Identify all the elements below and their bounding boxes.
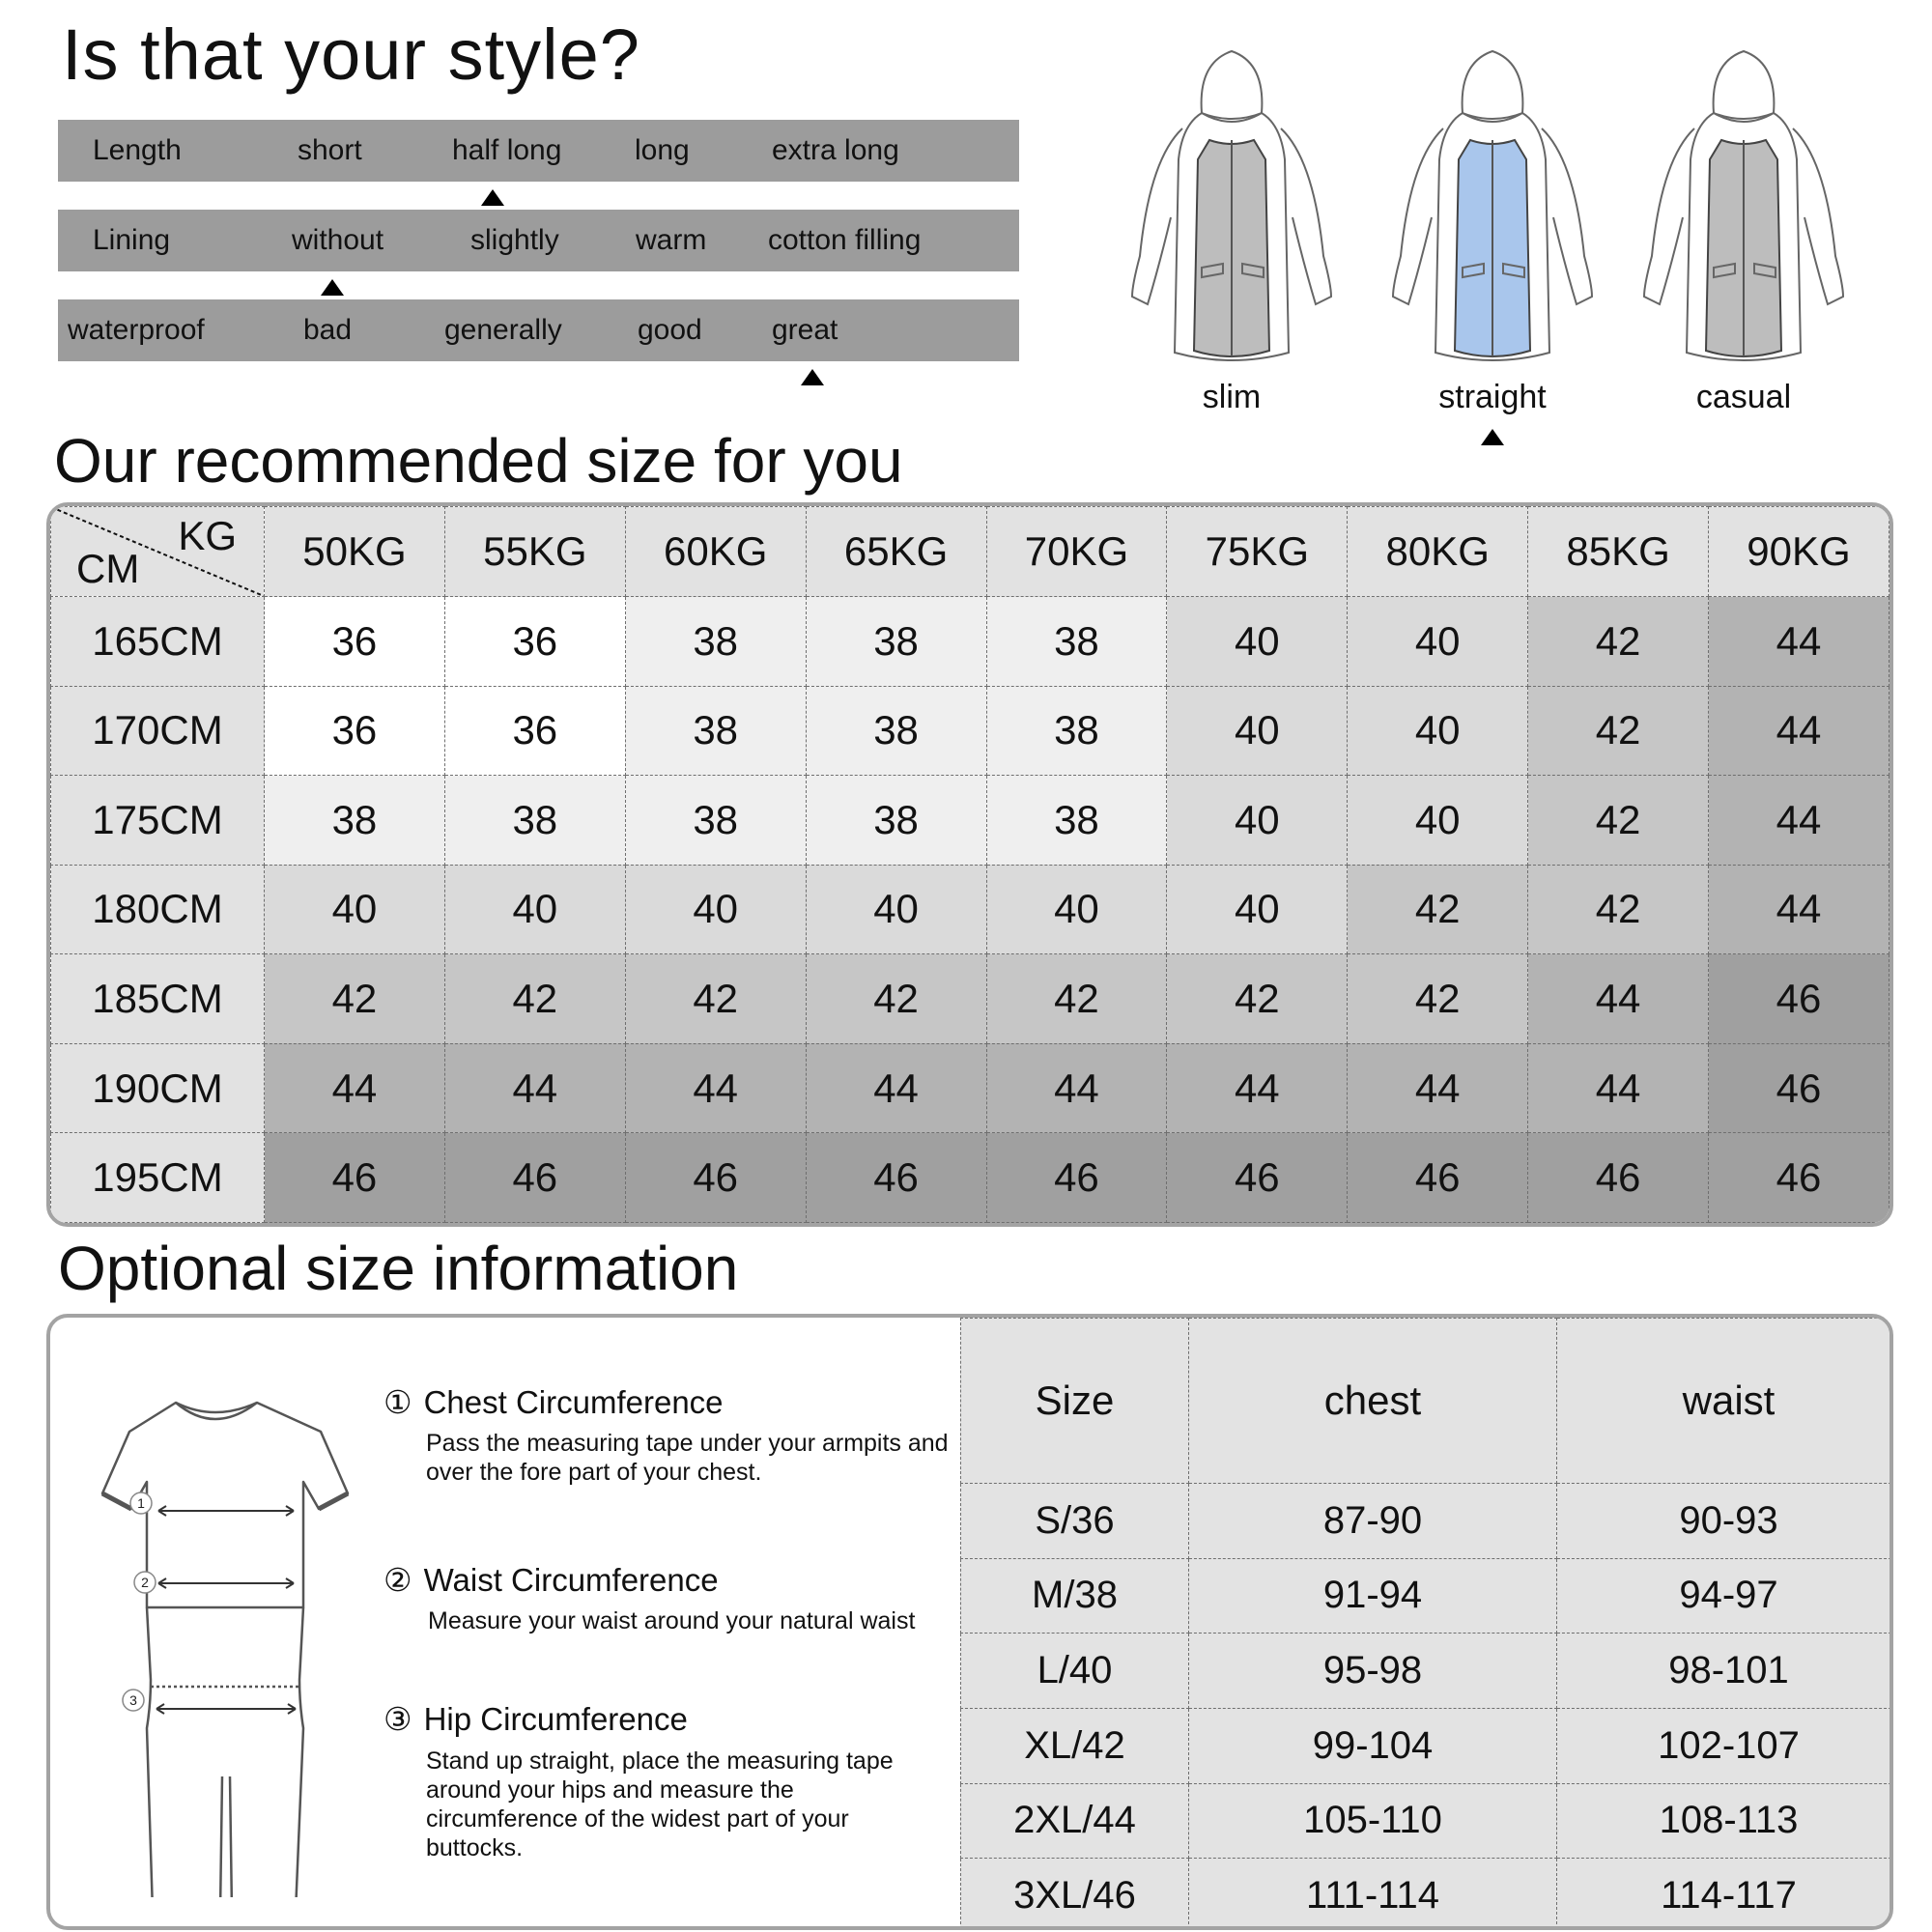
hip-title: [384, 1700, 688, 1738]
size-cell: 42: [1348, 865, 1528, 954]
weight-header: 55KG: [444, 507, 625, 597]
size-cell: 44: [625, 1043, 806, 1133]
size-cell: 44: [1348, 1043, 1528, 1133]
coat-straight: [1381, 43, 1604, 372]
size-table-cell: XL/42: [961, 1708, 1189, 1783]
weight-header: 90KG: [1709, 507, 1889, 597]
size-cell: 46: [1709, 1133, 1889, 1223]
weight-header: 85KG: [1528, 507, 1709, 597]
style-option: great: [772, 314, 838, 346]
weight-header: 50KG: [265, 507, 445, 597]
size-cell: 46: [1528, 1133, 1709, 1223]
size-cell: 46: [625, 1133, 806, 1223]
hip-description: Stand up straight, place the measuring tape around your hips and measure the circumference of the widest part of your buttocks.: [426, 1747, 894, 1861]
style-option: generally: [444, 314, 562, 346]
height-header: 165CM: [51, 597, 265, 687]
size-cell: 42: [265, 954, 445, 1044]
size-table-cell: M/38: [961, 1558, 1189, 1634]
size-table-cell: 98-101: [1557, 1634, 1894, 1709]
selected-indicator-icon: [801, 369, 824, 385]
size-cell: 36: [444, 597, 625, 687]
optional-heading: Optional size information: [58, 1234, 739, 1303]
size-table-cell: S/36: [961, 1484, 1189, 1559]
weight-header: 60KG: [625, 507, 806, 597]
style-option: good: [638, 314, 702, 346]
chest-description: Pass the measuring tape under your armpits and over the fore part of your chest.: [426, 1430, 949, 1486]
size-cell: 38: [625, 686, 806, 776]
size-cell: 44: [1709, 865, 1889, 954]
size-cell: 40: [1167, 597, 1348, 687]
size-cell: 44: [1528, 954, 1709, 1044]
recommended-heading: Our recommended size for you: [54, 426, 903, 496]
size-table-cell: 87-90: [1189, 1484, 1557, 1559]
coat-slim: [1121, 43, 1343, 372]
size-cell: 38: [986, 776, 1167, 866]
size-cell: 46: [1709, 954, 1889, 1044]
size-cell: 44: [1709, 597, 1889, 687]
coat-casual: [1633, 43, 1855, 372]
size-cell: 42: [625, 954, 806, 1044]
table-corner: [51, 507, 265, 597]
size-table-header: chest: [1189, 1319, 1557, 1484]
selected-fit-indicator-icon: [1481, 429, 1504, 445]
size-cell: 40: [1348, 776, 1528, 866]
size-cell: 36: [444, 686, 625, 776]
table-row: [51, 954, 1889, 1044]
style-bar-waterproof: [58, 299, 1019, 361]
table-row: [51, 1043, 1889, 1133]
chest-title-text: Chest Circumference: [423, 1384, 724, 1420]
waist-title: [384, 1561, 719, 1599]
weight-header: 70KG: [986, 507, 1167, 597]
size-cell: 36: [265, 686, 445, 776]
size-table-cell: 99-104: [1189, 1708, 1557, 1783]
style-option: short: [298, 134, 362, 166]
size-cell: 42: [444, 954, 625, 1044]
style-option: cotton filling: [768, 224, 922, 256]
hip-title-text: Hip Circumference: [423, 1701, 688, 1737]
table-row: [961, 1484, 1894, 1559]
recommended-size-table: [46, 502, 1893, 1227]
table-row: [51, 865, 1889, 954]
size-cell: 40: [1348, 597, 1528, 687]
size-table-cell: 91-94: [1189, 1558, 1557, 1634]
size-table-cell: 102-107: [1557, 1708, 1894, 1783]
height-header: 180CM: [51, 865, 265, 954]
size-cell: 40: [1167, 686, 1348, 776]
size-cell: 36: [265, 597, 445, 687]
size-cell: 42: [1528, 686, 1709, 776]
size-cell: 42: [1167, 954, 1348, 1044]
size-cell: 44: [1528, 1043, 1709, 1133]
table-row: [961, 1558, 1894, 1634]
size-cell: 40: [986, 865, 1167, 954]
table-row: [51, 1133, 1889, 1223]
size-table-cell: 3XL/46: [961, 1859, 1189, 1930]
table-row: [51, 686, 1889, 776]
size-cell: 46: [986, 1133, 1167, 1223]
coat-slim-icon: [1121, 43, 1343, 372]
style-option: long: [635, 134, 690, 166]
style-bar-length: [58, 120, 1019, 182]
size-cell: 40: [1348, 686, 1528, 776]
marker-1: 1: [137, 1495, 145, 1511]
size-cell: 46: [1709, 1043, 1889, 1133]
size-cell: 44: [806, 1043, 986, 1133]
selected-indicator-icon: [481, 189, 504, 206]
weight-header: 75KG: [1167, 507, 1348, 597]
waist-title-text: Waist Circumference: [423, 1562, 719, 1598]
size-cell: 40: [806, 865, 986, 954]
style-heading: Is that your style?: [62, 14, 640, 95]
corner-kg-label: KG: [178, 513, 237, 558]
size-cell: 44: [265, 1043, 445, 1133]
coat-label-casual: casual: [1695, 379, 1792, 415]
table-row: [51, 776, 1889, 866]
size-cell: 46: [265, 1133, 445, 1223]
size-cell: 38: [625, 597, 806, 687]
hip-number: ③: [384, 1701, 412, 1737]
size-table-header: waist: [1557, 1319, 1894, 1484]
size-cell: 44: [1709, 776, 1889, 866]
size-cell: 46: [444, 1133, 625, 1223]
style-bar-lining: [58, 210, 1019, 271]
marker-3: 3: [129, 1692, 137, 1708]
chest-title: [384, 1383, 724, 1421]
size-measurement-table: [960, 1318, 1893, 1930]
table-row: [51, 597, 1889, 687]
table-row: [961, 1859, 1894, 1930]
size-cell: 38: [806, 776, 986, 866]
size-cell: 40: [625, 865, 806, 954]
size-cell: 38: [625, 776, 806, 866]
size-table-cell: 111-114: [1189, 1859, 1557, 1930]
weight-header: 80KG: [1348, 507, 1528, 597]
style-option: half long: [452, 134, 562, 166]
size-cell: 44: [986, 1043, 1167, 1133]
corner-cm-label: CM: [76, 546, 140, 591]
size-cell: 46: [1167, 1133, 1348, 1223]
style-option: warm: [636, 224, 707, 256]
coat-label-slim: slim: [1202, 379, 1262, 415]
size-cell: 38: [806, 686, 986, 776]
height-header: 170CM: [51, 686, 265, 776]
marker-2: 2: [141, 1575, 149, 1590]
table-row: [961, 1708, 1894, 1783]
waist-description: Measure your waist around your natural waist: [428, 1607, 916, 1634]
size-table-header: Size: [961, 1319, 1189, 1484]
size-table-cell: 105-110: [1189, 1783, 1557, 1859]
style-option: slightly: [470, 224, 559, 256]
style-option: without: [292, 224, 384, 256]
style-bar-label: Length: [93, 134, 182, 166]
style-bar-label: Lining: [93, 224, 171, 256]
size-cell: 38: [444, 776, 625, 866]
size-cell: 40: [444, 865, 625, 954]
coat-straight-icon: [1381, 43, 1604, 372]
size-table-cell: 95-98: [1189, 1634, 1557, 1709]
size-table-cell: 90-93: [1557, 1484, 1894, 1559]
height-header: 195CM: [51, 1133, 265, 1223]
size-cell: 44: [1709, 686, 1889, 776]
waist-number: ②: [384, 1562, 412, 1598]
size-table-cell: 2XL/44: [961, 1783, 1189, 1859]
optional-size-panel: [46, 1314, 1893, 1930]
size-cell: 40: [1167, 776, 1348, 866]
style-option: bad: [303, 314, 353, 346]
size-cell: 42: [1348, 954, 1528, 1044]
table-row: [961, 1783, 1894, 1859]
coat-label-straight: straight: [1438, 379, 1547, 415]
size-table-cell: 114-117: [1557, 1859, 1894, 1930]
size-cell: 46: [806, 1133, 986, 1223]
size-cell: 38: [986, 597, 1167, 687]
coat-casual-icon: [1633, 43, 1855, 372]
weight-header: 65KG: [806, 507, 986, 597]
height-header: 190CM: [51, 1043, 265, 1133]
height-header: 175CM: [51, 776, 265, 866]
selected-indicator-icon: [321, 279, 344, 296]
body-measurement-figure: [79, 1376, 369, 1897]
size-cell: 40: [1167, 865, 1348, 954]
size-cell: 46: [1348, 1133, 1528, 1223]
table-row: [961, 1634, 1894, 1709]
size-table-cell: 108-113: [1557, 1783, 1894, 1859]
size-cell: 38: [265, 776, 445, 866]
chest-number: ①: [384, 1384, 412, 1420]
style-option: extra long: [772, 134, 899, 166]
size-cell: 38: [806, 597, 986, 687]
height-header: 185CM: [51, 954, 265, 1044]
size-cell: 40: [265, 865, 445, 954]
size-cell: 42: [1528, 776, 1709, 866]
size-cell: 42: [1528, 865, 1709, 954]
size-cell: 42: [986, 954, 1167, 1044]
size-table-cell: L/40: [961, 1634, 1189, 1709]
style-bar-label: waterproof: [68, 314, 205, 346]
size-cell: 42: [806, 954, 986, 1044]
size-cell: 38: [986, 686, 1167, 776]
size-cell: 44: [444, 1043, 625, 1133]
size-cell: 42: [1528, 597, 1709, 687]
size-table-cell: 94-97: [1557, 1558, 1894, 1634]
size-cell: 44: [1167, 1043, 1348, 1133]
